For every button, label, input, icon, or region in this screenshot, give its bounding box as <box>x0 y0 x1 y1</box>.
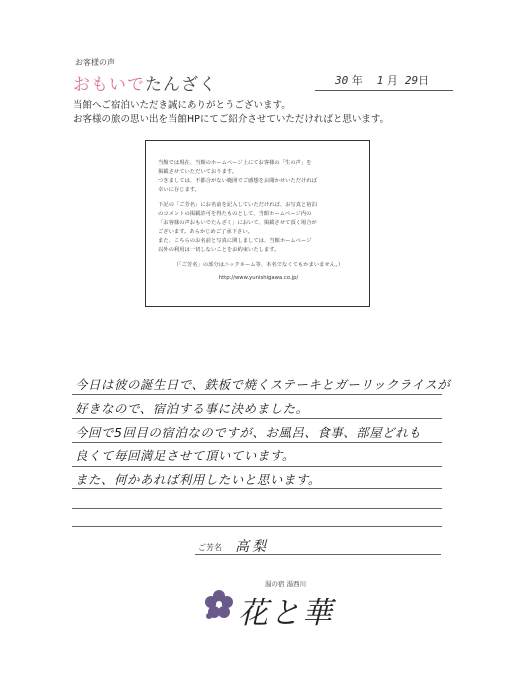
message-line: 良くて毎回満足させて頂いています。 <box>75 448 295 463</box>
intro-line: お客様の旅の思い出を当館HPにてご紹介させていただければと思います。 <box>73 114 390 125</box>
signature-label: ご芳名 <box>198 543 222 552</box>
date-month-unit: 月 <box>386 74 398 87</box>
ruled-line <box>72 418 442 419</box>
notice-line: 「お客様の声おもいでたんざく」において、掲載させて頂く場合が <box>158 220 317 226</box>
ruled-line <box>72 442 442 443</box>
date-day-unit: 日 <box>418 74 430 87</box>
message-line: また、何かあれば利用したいと思います。 <box>75 472 321 487</box>
title-part-2: たんざく <box>145 75 217 95</box>
notice-line: 下記の「ご芳名」にお名前を記入していただければ、お写真と宿泊 <box>158 202 317 208</box>
message-line: 今回で5回目の宿泊なのですが、お風呂、食事、部屋どれも <box>75 425 422 440</box>
intro-text <box>73 99 389 127</box>
message-line: 今日は彼の誕生日で、鉄板で焼くステーキとガーリックライスが <box>75 377 451 392</box>
page-title <box>73 70 217 95</box>
date-year-unit: 年 <box>351 74 363 87</box>
date-month: 1 <box>376 74 384 87</box>
date-day: 29 <box>404 74 419 87</box>
notice-paragraph-2 <box>158 201 359 255</box>
signature-underline <box>195 554 441 555</box>
notice-line: 以外の利用は一切しないことをお約束いたします。 <box>158 247 280 253</box>
notice-line: 掲載させていただいております。 <box>158 169 238 175</box>
website-url: http://www.yunishigawa.co.jp/ <box>218 275 299 281</box>
notice-line: ございます。あらかじめご了承下さい。 <box>158 229 253 235</box>
notice-box <box>145 140 370 307</box>
notice-note: （「ご芳名」の部分はニックネーム等、本名でなくてもかまいません。） <box>173 262 344 268</box>
ruled-line <box>72 394 442 395</box>
notice-line: 当館では現在、当館のホームページ上にてお客様の「生の声」を <box>158 160 312 166</box>
ruled-line <box>72 508 442 509</box>
date <box>335 72 429 88</box>
notice-line: のコメントの掲載許可を得たものとして、当館ホームページ内の <box>158 211 312 217</box>
header-label: お客様の声 <box>75 58 115 67</box>
logo-tagline: 湯の宿 湯西川 <box>265 580 307 588</box>
ruled-line <box>72 466 442 467</box>
date-underline <box>315 90 453 91</box>
notice-line: つきましては、不都合がない範囲でご感想をお聞かせいただければ <box>158 178 317 184</box>
notice-paragraph-1 <box>158 159 359 195</box>
message-line: 好きなので、宿泊する事に決めました。 <box>75 401 309 416</box>
intro-line: 当館へご宿泊いただき誠にありがとうございます。 <box>73 100 291 111</box>
title-part-1: おもいで <box>73 75 145 95</box>
ruled-line <box>72 488 442 489</box>
flower-logo-icon <box>203 588 235 620</box>
notice-line: 幸いに存じます。 <box>158 187 200 193</box>
ruled-line <box>72 526 442 527</box>
logo-name: 花と華 <box>238 596 334 631</box>
signature-name: 高梨 <box>235 539 269 555</box>
date-year: 30 <box>335 74 349 87</box>
notice-line: また、こちらのお名前と写真に関しましては、当館ホームページ <box>158 238 312 244</box>
